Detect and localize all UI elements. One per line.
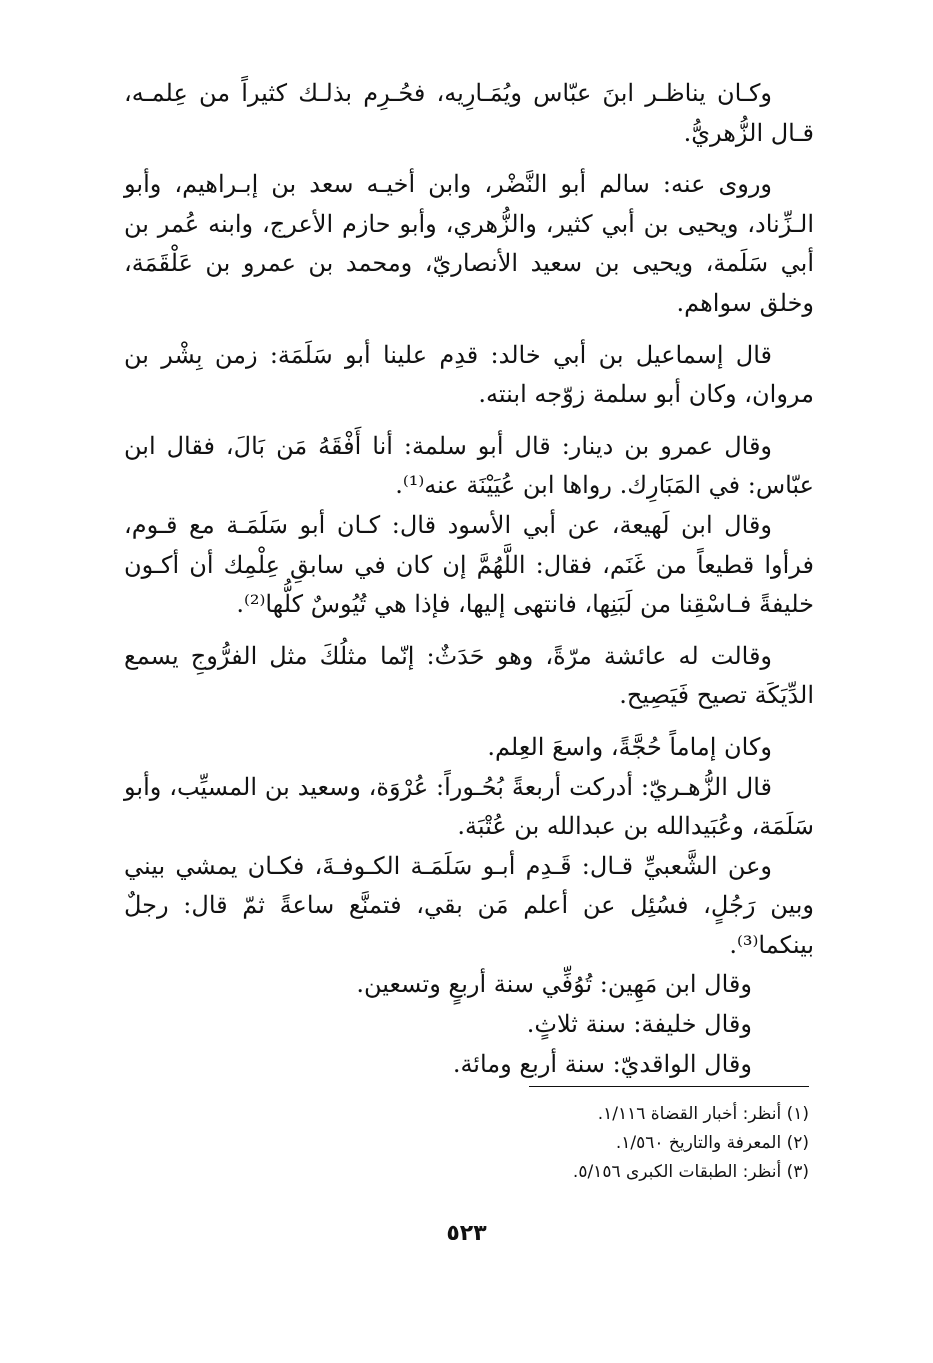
page-number: ٥٢٣ [446,1221,487,1246]
paragraph-5: وقال ابن لَهيعة، عن أبي الأسود قال: كـان أبو سَلَمَـة مع قـوم، فرأوا قطيعاً من غَنَم، فقال: اللَّهُمَّ إن كان في سابقِ عِلْمِك أن أكـون خليفةً فـاسْقِنا من لَبَنِها، فانتهى إليها، فإذا هي تُيُوسٌ كلُّها⁽²⁾. [124,510,814,619]
paragraph-11: وقال خليفة: سنة ثلاثٍ. [526,1010,752,1039]
footnote-2: (٢) المعرفة والتاريخ ١/٥٦٠. [615,1133,809,1153]
paragraph-8: قال الزُّهـريّ: أدركت أربعةً بُحُـوراً: عُرْوَة، وسعيد بن المسيِّب، وأبو سَلَمَة، وعُبَيدالله بن عبدالله بن عُتْبَة. [124,772,814,841]
paragraph-1: وكـان يناظـر ابنَ عبّاس ويُمَـارِيه، فحُـرِم بذلـك كثيراً من عِلمـه، قـال الزُّهريُّ. [124,79,814,147]
paragraph-2: وروى عنه: سالم أبو النَّضْر، وابن أخيـه سعد بن إبـراهيم، وأبو الـزِّناد، ويحيى بن أبي كثير، والزُّهري، وأبو حازم الأعرج، وابنه عُمر بن أبي سَلَمة، ويحيى بن سعيد الأنصاريّ، ومحمد بن عمرو بن عَلْقَمَة، وخلق سواهم. [124,170,814,317]
paragraph-12: وقال الواقديّ: سنة أربع ومائة. [452,1049,752,1078]
footnotes [409,1100,809,1187]
paragraph-7: وكان إماماً حُجَّةً، واسعَ العِلم. [487,732,772,761]
paragraph-3: قال إسماعيل بن أبي خالد: قدِم علينا أبو سَلَمَة: زمن بِشْر بن مروان، وكان أبو سلمة زوّجه ابنته. [124,340,814,409]
paragraph-6: وقالت له عائشة مرّةً، وهو حَدَثٌ: إنّما مثلُكَ مثل الفرُّوجِ يسمع الدِّيَكَة تصيح فَيَصِيح. [124,641,814,710]
footnote-3: (٣) أنظر: الطبقات الكبرى ٥/١٥٦. [572,1162,809,1182]
main-text [124,74,814,1084]
footnote-1: (١) أنظر: أخبار القضاة ١/١١٦. [597,1104,809,1124]
paragraph-9: وعن الشَّعبيِّ قـال: قَـدِم أبـو سَلَمَـة الكـوفـةَ، فكـان يمشي بيني وبين رَجُلٍ، فسُئِل عن أعلم مَن بقي، فتمنَّع ساعةً ثمّ قال: رجلٌ بينكما⁽³⁾. [124,851,814,959]
paragraph-10: وقال ابن مَهِين: تُوُفِّي سنة أربعٍ وتسعين. [356,970,752,999]
paragraph-4: وقال عمرو بن دينار: قال أبو سلمة: أنا أَفْقَهُ مَن بَالَ، فقال ابن عبّاس: في المَبَارِك. رواها ابن عُيَيْنَة عنه⁽¹⁾. [124,431,814,500]
footnote-divider [529,1086,809,1087]
